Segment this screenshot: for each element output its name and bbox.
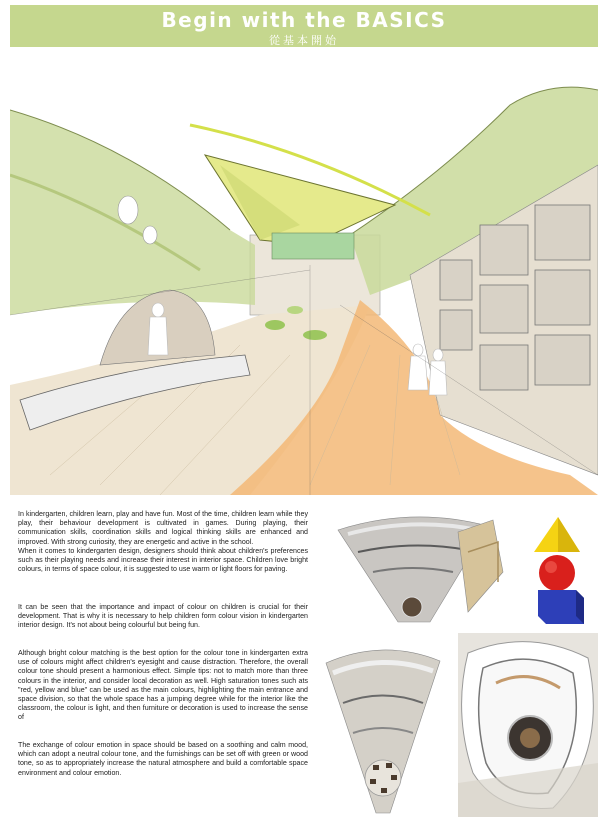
stairwell-photo-bottom-left <box>318 633 448 817</box>
text-block-colour-tone <box>18 649 308 723</box>
interior-rendering <box>10 55 598 495</box>
stairwell-photo-top <box>318 512 508 625</box>
text-block-importance <box>18 603 308 631</box>
page-subtitle: 從基本開始 <box>269 34 339 47</box>
spiral-stair-photo <box>458 633 598 817</box>
paragraph: It can be seen that the importance and impact of colour on children is crucial for their development. That is why it is necessary to help children form colour vision in kindergarten interior design. It's not about being colourful but being fun. <box>18 603 308 630</box>
page-title: Begin with the BASICS <box>161 8 447 32</box>
header-banner <box>10 5 598 47</box>
paragraph: The exchange of colour emotion in space should be based on a soothing and calm mood, which can adopt a neutral colour tone, and the furnishings can be set off with green or wood tone, so as to appropriately increase the natural atmosphere and build a comfortable space environment and colour emotion. <box>18 741 308 777</box>
colour-shapes-photo <box>518 512 596 625</box>
paragraph: When it comes to kindergarten design, designers should think about children's preferences such as their playing needs and increase their interest in interior space. Children love bright colours, in terms of space colour, it is suggested to use warm or light floors for paving. <box>18 546 308 574</box>
text-block-intro <box>18 510 308 574</box>
paragraph: In kindergarten, children learn, play and have fun. Most of the time, children learn while they play, their behaviour development is cultivated in games. During playing, their communication skills, coordination skills and logical thinking skills are enhanced and improved. With strong curiosity, they are energetic and active in the school. <box>18 510 308 546</box>
paragraph: Although bright colour matching is the best option for the colour tone in kindergarten extra use of colours might affect children's eyesight and cause distraction. Therefore, the overall colour tone should present a harmonious effect. Simple tips: not to match more than three colours in the interior, and consider local decoration as well. High saturation tones such ats "red, yellow and blue" can be used as the main colours, highlighting the main entrance and space division, so that the whole space has a jumping degree while for the interior like the classroom, the colour is light, and then furniture or decoration is used to increase the sense of <box>18 649 308 722</box>
text-block-colour-emotion <box>18 741 308 778</box>
